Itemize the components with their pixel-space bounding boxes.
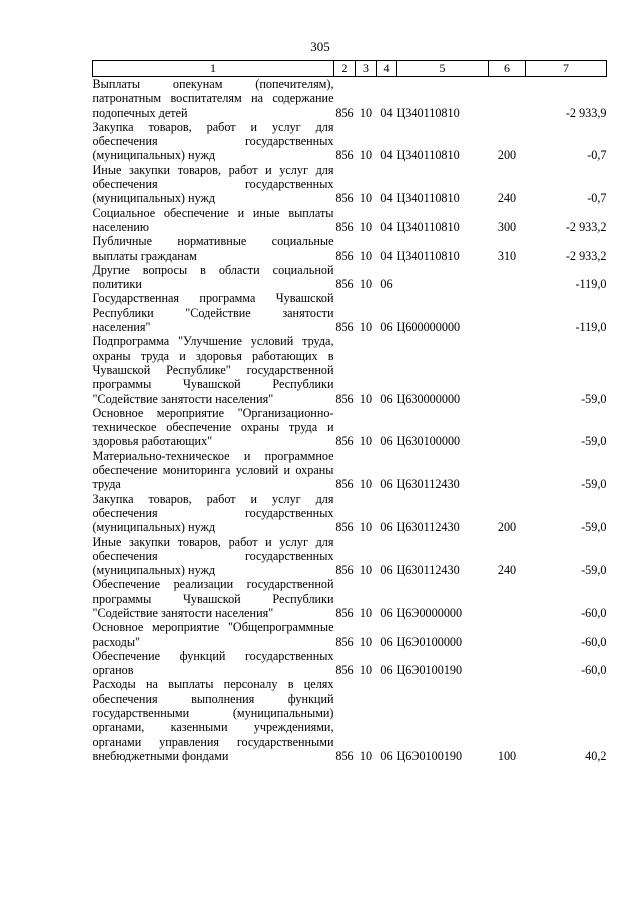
row-admin-code: 856 <box>335 105 354 120</box>
row-amount: -0,7 <box>587 191 607 206</box>
row-expense-type <box>489 649 526 678</box>
row-subsection: 06 <box>380 605 393 620</box>
row-target-article: Ц6Э0100190 <box>396 663 463 678</box>
row-target-article: Ц340110810 <box>396 248 460 263</box>
row-amount: -2 933,2 <box>565 248 607 263</box>
row-amount: -59,0 <box>581 434 607 449</box>
row-amount: -60,0 <box>581 605 607 620</box>
row-section: 10 <box>359 605 373 620</box>
row-section: 10 <box>359 434 373 449</box>
row-target-article: Ц630112430 <box>396 563 460 578</box>
table-row <box>93 206 607 235</box>
row-subsection: 04 <box>380 248 393 263</box>
header-col-2: 2 <box>334 61 356 77</box>
row-description: Государственная программа Чувашской Республики "Содействие занятости населения" <box>92 291 334 335</box>
row-expense-type <box>489 291 526 334</box>
row-target-article: Ц6Э0000000 <box>396 605 463 620</box>
row-subsection: 06 <box>380 277 393 292</box>
row-section: 10 <box>359 563 373 578</box>
row-admin-code: 856 <box>335 748 354 763</box>
row-target-article: Ц630000000 <box>396 391 461 406</box>
row-target-article: Ц340110810 <box>396 148 460 163</box>
header-col-5: 5 <box>397 61 489 77</box>
row-section: 10 <box>359 477 373 492</box>
row-target-article: Ц6Э0100000 <box>396 634 463 649</box>
row-admin-code: 856 <box>335 277 354 292</box>
row-target-article: Ц630112430 <box>396 520 460 535</box>
table-row <box>93 649 607 678</box>
row-description: Материально-техническое и программное обеспечение мониторинга условий и охраны труда <box>92 448 334 492</box>
row-expense-type: 100 <box>497 748 517 763</box>
row-section: 10 <box>359 391 373 406</box>
row-description: Иные закупки товаров, работ и услуг для обеспечения государственных (муниципальных) нужд <box>92 534 334 578</box>
table-row <box>93 234 607 263</box>
row-description: Выплаты опекунам (попечителям), патронатным воспитателям на содержание подопечных детей <box>92 77 334 120</box>
row-expense-type: 240 <box>497 191 517 206</box>
row-admin-code: 856 <box>335 148 354 163</box>
row-subsection: 06 <box>380 748 393 763</box>
row-amount: -2 933,9 <box>565 105 607 120</box>
header-col-3: 3 <box>356 61 377 77</box>
row-subsection: 04 <box>380 148 393 163</box>
row-subsection: 04 <box>380 219 393 234</box>
table-row <box>93 334 607 405</box>
table-row <box>93 406 607 449</box>
row-section: 10 <box>359 277 373 292</box>
row-admin-code: 856 <box>335 434 354 449</box>
table-row <box>93 163 607 206</box>
row-section: 10 <box>359 148 373 163</box>
row-amount: -119,0 <box>575 320 607 335</box>
row-admin-code: 856 <box>335 391 354 406</box>
row-subsection: 06 <box>380 434 393 449</box>
row-target-article: Ц340110810 <box>396 191 460 206</box>
row-amount: -59,0 <box>581 520 607 535</box>
header-col-4: 4 <box>377 61 397 77</box>
table-row <box>93 620 607 649</box>
row-description: Основное мероприятие "Общепрограммные расходы" <box>92 620 334 649</box>
row-admin-code: 856 <box>335 248 354 263</box>
row-amount: -59,0 <box>581 477 607 492</box>
row-description: Другие вопросы в области социальной политики <box>92 262 334 292</box>
row-subsection: 06 <box>380 520 393 535</box>
row-description: Обеспечение функций государственных органов <box>92 648 334 678</box>
row-subsection: 06 <box>380 563 393 578</box>
table-row <box>93 492 607 535</box>
page-number: 305 <box>310 39 330 54</box>
row-target-article: Ц600000000 <box>396 320 461 335</box>
row-admin-code: 856 <box>335 520 354 535</box>
row-description: Иные закупки товаров, работ и услуг для обеспечения государственных (муниципальных) нужд <box>92 162 334 206</box>
table-row <box>93 535 607 578</box>
table-header-row <box>93 61 607 77</box>
row-expense-type <box>489 449 526 492</box>
row-expense-type: 240 <box>497 563 517 578</box>
row-expense-type <box>489 263 526 292</box>
row-section: 10 <box>359 105 373 120</box>
row-expense-type <box>489 577 526 620</box>
table-row <box>93 263 607 292</box>
row-description: Закупка товаров, работ и услуг для обеспечения государственных (муниципальных) нужд <box>92 119 334 163</box>
row-admin-code: 856 <box>335 219 354 234</box>
row-section: 10 <box>359 663 373 678</box>
row-expense-type <box>489 77 526 120</box>
row-target-article: Ц340110810 <box>396 105 460 120</box>
row-description: Обеспечение реализации государственной программы Чувашской Республики "Содействие занятости населения" <box>92 577 334 620</box>
row-amount: -59,0 <box>581 391 607 406</box>
table-row <box>93 77 607 120</box>
row-expense-type: 310 <box>497 248 517 263</box>
row-section: 10 <box>359 748 373 763</box>
table-row <box>93 120 607 163</box>
row-admin-code: 856 <box>335 605 354 620</box>
row-amount: 40,2 <box>585 748 607 763</box>
row-section: 10 <box>359 248 373 263</box>
row-admin-code: 856 <box>335 563 354 578</box>
row-description: Публичные нормативные социальные выплаты гражданам <box>92 234 334 263</box>
row-section: 10 <box>359 320 373 335</box>
row-admin-code: 856 <box>335 477 354 492</box>
row-subsection: 06 <box>380 634 393 649</box>
table-row <box>93 449 607 492</box>
row-section: 10 <box>359 219 373 234</box>
row-target-article: Ц6Э0100190 <box>396 748 463 763</box>
table-row <box>93 577 607 620</box>
row-subsection: 04 <box>380 191 393 206</box>
row-subsection: 04 <box>380 105 393 120</box>
row-admin-code: 856 <box>335 320 354 335</box>
budget-table <box>92 60 607 763</box>
header-col-6: 6 <box>489 61 526 77</box>
row-expense-type <box>489 406 526 449</box>
row-expense-type: 200 <box>497 148 517 163</box>
row-amount: -119,0 <box>575 277 607 292</box>
table-row <box>93 677 607 763</box>
row-expense-type: 200 <box>497 520 517 535</box>
row-description: Закупка товаров, работ и услуг для обеспечения государственных (муниципальных) нужд <box>92 491 334 535</box>
row-subsection: 06 <box>380 320 393 335</box>
row-admin-code: 856 <box>335 663 354 678</box>
row-target-article: Ц340110810 <box>396 219 460 234</box>
row-target-article: Ц630112430 <box>396 477 460 492</box>
row-target-article <box>397 263 489 292</box>
row-description: Основное мероприятие "Организационно-техническое обеспечение охраны труда и здоровья работающих" <box>92 405 334 449</box>
table-row <box>93 291 607 334</box>
row-description: Расходы на выплаты персоналу в целях обеспечения выполнения функций государственными (муниципальными) органами, казенными учреждениями, органами управления государственными внебюджетными фондами <box>92 677 334 763</box>
row-section: 10 <box>359 191 373 206</box>
row-subsection: 06 <box>380 663 393 678</box>
row-admin-code: 856 <box>335 634 354 649</box>
row-amount: -59,0 <box>581 563 607 578</box>
row-description: Подпрограмма "Улучшение условий труда, охраны труда и здоровья работающих в Чувашской Республике" государственной программы Чувашской Республики "Содействие занятости населения" <box>92 334 334 406</box>
row-expense-type <box>489 620 526 649</box>
row-subsection: 06 <box>380 477 393 492</box>
row-amount: -0,7 <box>587 148 607 163</box>
row-section: 10 <box>359 634 373 649</box>
row-section: 10 <box>359 520 373 535</box>
header-col-1: 1 <box>93 61 334 77</box>
header-col-7: 7 <box>526 61 607 77</box>
row-expense-type: 300 <box>497 219 517 234</box>
row-description: Социальное обеспечение и иные выплаты населению <box>92 205 334 234</box>
row-admin-code: 856 <box>335 191 354 206</box>
row-subsection: 06 <box>380 391 393 406</box>
row-target-article: Ц630100000 <box>396 434 461 449</box>
row-amount: -60,0 <box>581 634 607 649</box>
row-expense-type <box>489 334 526 405</box>
row-amount: -2 933,2 <box>565 219 607 234</box>
row-amount: -60,0 <box>581 663 607 678</box>
